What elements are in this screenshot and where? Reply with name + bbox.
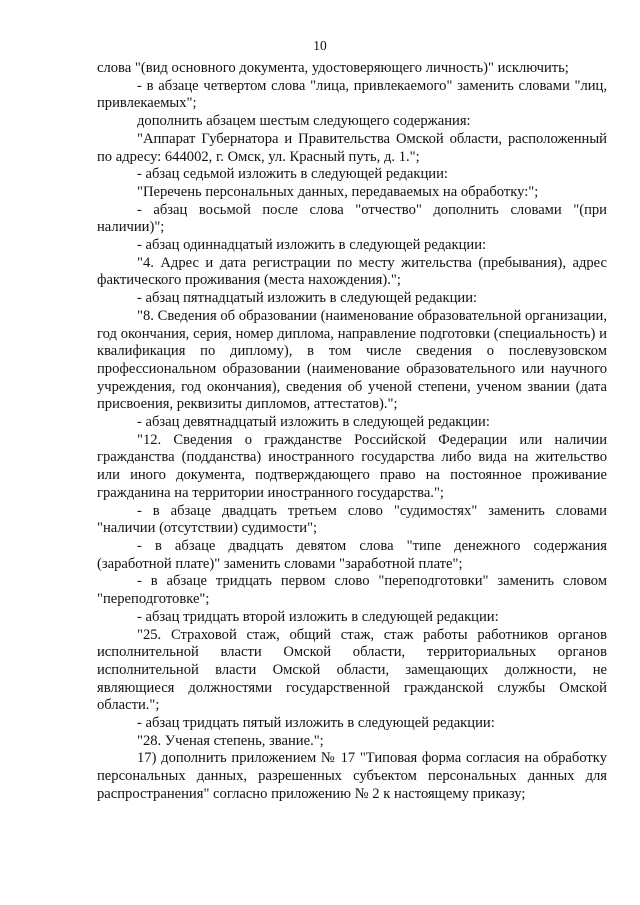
paragraph: дополнить абзацем шестым следующего содержания:: [137, 113, 471, 130]
paragraph: "Перечень персональных данных, передаваемых на обработку:";: [137, 183, 539, 200]
paragraph: - в абзаце двадцать девятом слова "типе денежного содержания (заработной плате)" заменить словами "заработной плате";: [97, 537, 607, 572]
paragraph: "8. Сведения об образовании (наименование образовательной организации, год окончания, серия, номер диплома, направление подготовки (специальность) и квалификация по диплому), в том числе сведения о послевузовском профессиональном образовании (наименование образовательного или научного учреждения, год окончания), сведения об ученой степени, ученом звании (дата присвоения, реквизиты дипломов, аттестатов).";: [97, 307, 607, 413]
paragraph: "4. Адрес и дата регистрации по месту жительства (пребывания), адрес фактического проживания (места нахождения).";: [97, 254, 607, 289]
page-number: 10: [313, 38, 327, 53]
paragraph: - абзац восьмой после слова "отчество" дополнить словами "(при наличии)";: [97, 201, 607, 236]
paragraph: "Аппарат Губернатора и Правительства Омской области, расположенный по адресу: 644002, г. Омск, ул. Красный путь, д. 1.";: [97, 130, 607, 165]
paragraph: "28. Ученая степень, звание.";: [137, 732, 324, 749]
paragraph: - абзац тридцать второй изложить в следующей редакции:: [137, 608, 499, 625]
paragraph: слова "(вид основного документа, удостоверяющего личность)" исключить;: [97, 60, 569, 76]
paragraph: - в абзаце четвертом слова "лица, привлекаемого" заменить словами "лиц, привлекаемых";: [97, 77, 607, 112]
paragraph: - абзац тридцать пятый изложить в следующей редакции:: [137, 715, 495, 732]
paragraph: - в абзаце двадцать третьем слово "судимостях" заменить словами "наличии (отсутствии) судимости";: [97, 502, 607, 537]
paragraph: "25. Страховой стаж, общий стаж, стаж работы работников органов исполнительной власти Омской области, территориальных органов исполнительной власти Омской области, замещающих должности, не являющиеся должностями государственной гражданской службы Омской области.";: [97, 626, 607, 714]
paragraph: - абзац седьмой изложить в следующей редакции:: [137, 166, 448, 183]
paragraph: - в абзаце тридцать первом слово "переподготовки" заменить словом "переподготовке";: [97, 573, 607, 608]
paragraph: - абзац одиннадцатый изложить в следующей редакции:: [137, 237, 487, 254]
paragraph: 17) дополнить приложением № 17 "Типовая форма согласия на обработку персональных данных, разрешенных субъектом персональных данных для распространения" согласно приложению № 2 к настоящему приказу;: [97, 750, 607, 802]
document-body: [97, 60, 607, 804]
paragraph: - абзац девятнадцатый изложить в следующей редакции:: [137, 414, 490, 431]
paragraph: "12. Сведения о гражданстве Российской Федерации или наличии гражданства (подданства) иностранного государства либо вида на жительство или иного документа, подтверждающего право на постоянное проживание гражданина на территории иностранного государства.";: [97, 431, 607, 501]
paragraph: - абзац пятнадцатый изложить в следующей редакции:: [137, 290, 478, 307]
